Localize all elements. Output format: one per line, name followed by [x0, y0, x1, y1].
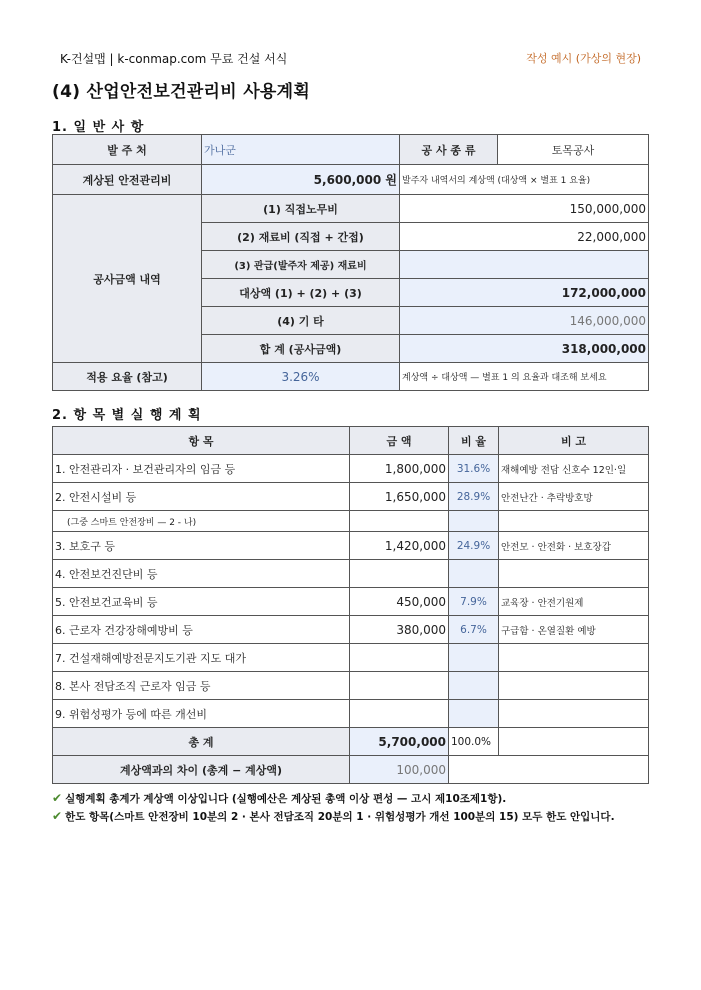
table-row — [53, 700, 649, 728]
total-amount: 5,700,000 — [350, 728, 449, 756]
amount-cell[interactable] — [350, 511, 449, 532]
ratio-cell — [449, 644, 499, 672]
cost-row-value[interactable] — [400, 251, 649, 279]
difference-row — [53, 756, 649, 784]
item-label: 2. 안전시설비 등 — [53, 483, 350, 511]
cost-row-value: 318,000,000 — [400, 335, 649, 363]
work-type-label: 공 사 종 류 — [400, 135, 498, 165]
note-line — [52, 809, 615, 824]
item-label: 3. 보호구 등 — [53, 532, 350, 560]
page-title: (4) 산업안전보건관리비 사용계획 — [52, 82, 311, 102]
client-label: 발 주 처 — [53, 135, 202, 165]
table-row — [53, 560, 649, 588]
item-label: 7. 건설재해예방전문지도기관 지도 대가 — [53, 644, 350, 672]
cost-row-label: (4) 기 타 — [202, 307, 400, 335]
budget-value[interactable]: 5,600,000 원 — [202, 165, 400, 195]
item-label: 8. 본사 전담조직 근로자 임금 등 — [53, 672, 350, 700]
amount-cell[interactable]: 1,800,000 — [350, 455, 449, 483]
work-type-value[interactable]: 토목공사 — [498, 135, 649, 165]
cost-row-value[interactable]: 22,000,000 — [400, 223, 649, 251]
ratio-cell — [449, 560, 499, 588]
ratio-cell — [449, 672, 499, 700]
table-row — [53, 644, 649, 672]
ratio-cell — [449, 511, 499, 532]
column-header-item: 항 목 — [53, 427, 350, 455]
rate-label: 적용 요율 (참고) — [53, 363, 202, 391]
table-row — [53, 672, 649, 700]
note-cell[interactable] — [499, 560, 649, 588]
section1-heading: 1. 일 반 사 항 — [52, 120, 145, 135]
budget-note: 발주자 내역서의 계상액 (대상액 × 별표 1 요율) — [400, 165, 649, 195]
cost-row-label: 대상액 (1) + (2) + (3) — [202, 279, 400, 307]
total-label: 총 계 — [53, 728, 350, 756]
cost-row-label: 합 계 (공사금액) — [202, 335, 400, 363]
rate-value: 3.26% — [202, 363, 400, 391]
ratio-cell: 31.6% — [449, 455, 499, 483]
item-label: 5. 안전보건교육비 등 — [53, 588, 350, 616]
ratio-cell: 6.7% — [449, 616, 499, 644]
cost-row-value[interactable]: 150,000,000 — [400, 195, 649, 223]
sample-badge: 작성 예시 (가상의 현장) — [526, 52, 641, 65]
difference-value: 100,000 — [350, 756, 449, 784]
note-cell[interactable]: 안전난간 · 추락방호망 — [499, 483, 649, 511]
budget-label: 계상된 안전관리비 — [53, 165, 202, 195]
note-cell[interactable]: 구급함 · 온열질환 예방 — [499, 616, 649, 644]
note-cell[interactable]: 교육장 · 안전기원제 — [499, 588, 649, 616]
cost-row-value: 172,000,000 — [400, 279, 649, 307]
note-cell[interactable] — [499, 511, 649, 532]
note-cell[interactable]: 재해예방 전담 신호수 12인·일 — [499, 455, 649, 483]
note-line — [52, 791, 506, 806]
general-info-table — [52, 134, 649, 391]
table-row — [53, 588, 649, 616]
difference-label: 계상액과의 차이 (총계 − 계상액) — [53, 756, 350, 784]
item-label: 9. 위험성평가 등에 따른 개선비 — [53, 700, 350, 728]
table-row — [53, 511, 649, 532]
ratio-cell — [449, 700, 499, 728]
item-label: (그중 스마트 안전장비 — 2 - 나) — [53, 511, 350, 532]
table-row — [53, 616, 649, 644]
note-cell[interactable] — [499, 644, 649, 672]
amount-cell[interactable]: 1,420,000 — [350, 532, 449, 560]
execution-plan-table — [52, 426, 649, 784]
section2-heading: 2. 항 목 별 실 행 계 획 — [52, 408, 202, 423]
table-row — [53, 455, 649, 483]
total-ratio: 100.0% — [449, 728, 499, 756]
ratio-cell: 7.9% — [449, 588, 499, 616]
amount-cell[interactable]: 1,650,000 — [350, 483, 449, 511]
cost-row-label: (1) 직접노무비 — [202, 195, 400, 223]
cost-row-label: (2) 재료비 (직접 + 간접) — [202, 223, 400, 251]
difference-note — [449, 756, 649, 784]
note-cell[interactable] — [499, 700, 649, 728]
table-row — [53, 483, 649, 511]
check-icon: ✔ — [52, 809, 63, 823]
amount-cell[interactable]: 450,000 — [350, 588, 449, 616]
column-header-amount: 금 액 — [350, 427, 449, 455]
amount-cell[interactable] — [350, 700, 449, 728]
note-cell[interactable] — [499, 672, 649, 700]
amount-cell[interactable] — [350, 672, 449, 700]
amount-cell[interactable] — [350, 644, 449, 672]
note-text: 한도 항목(스마트 안전장비 10분의 2 · 본사 전담조직 20분의 1 · 위험성평가 개선 100분의 15) 모두 한도 안입니다. — [65, 811, 615, 823]
ratio-cell: 28.9% — [449, 483, 499, 511]
cost-row-label: (3) 관급(발주자 제공) 재료비 — [202, 251, 400, 279]
site-header: K-건설맵 | k-conmap.com 무료 건설 서식 — [60, 52, 288, 66]
client-value[interactable]: 가나군 — [202, 135, 400, 165]
check-icon: ✔ — [52, 791, 63, 805]
rate-note: 계상액 ÷ 대상액 — 별표 1 의 요율과 대조해 보세요 — [400, 363, 649, 391]
amount-cell[interactable] — [350, 560, 449, 588]
item-label: 1. 안전관리자 · 보건관리자의 임금 등 — [53, 455, 350, 483]
column-header-note: 비 고 — [499, 427, 649, 455]
note-cell[interactable]: 안전모 · 안전화 · 보호장갑 — [499, 532, 649, 560]
ratio-cell: 24.9% — [449, 532, 499, 560]
table-row — [53, 532, 649, 560]
item-label: 6. 근로자 건강장해예방비 등 — [53, 616, 350, 644]
item-label: 4. 안전보건진단비 등 — [53, 560, 350, 588]
note-text: 실행계획 총계가 계상액 이상입니다 (실행예산은 계상된 총액 이상 편성 — 고시 제10조제1항). — [65, 793, 507, 805]
amount-cell[interactable]: 380,000 — [350, 616, 449, 644]
total-row — [53, 728, 649, 756]
cost-breakdown-label: 공사금액 내역 — [53, 195, 202, 363]
cost-row-value: 146,000,000 — [400, 307, 649, 335]
column-header-ratio: 비 율 — [449, 427, 499, 455]
total-note — [499, 728, 649, 756]
